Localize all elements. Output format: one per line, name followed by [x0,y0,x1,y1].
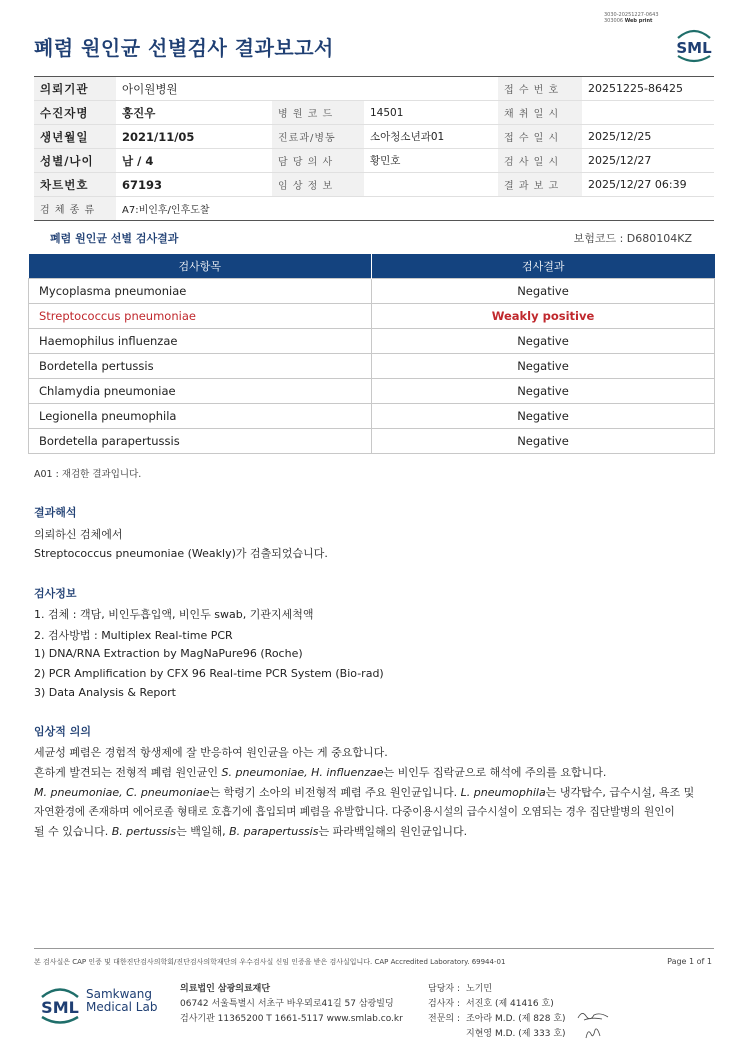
brand-line: Samkwang [86,987,152,1001]
test-result: Negative [372,378,715,403]
doctor-value: 황민호 [364,149,498,173]
dept-value: 소아청소년과01 [364,125,498,149]
dept-label: 진료과/병동 [272,125,364,149]
svg-text:SML: SML [41,998,79,1017]
sml-logo-icon [672,24,716,64]
test-info-line: 1) DNA/RNA Extraction by MagNaPure96 (Roche) [34,647,303,660]
clinical-text: 는 학령기 소아의 비전형적 폐렴 주요 원인균입니다. [209,786,461,799]
clinical-text: 는 냉각탑수, 급수시설, 욕조 및 [545,786,695,799]
clinical-line: 세균성 폐렴은 경험적 항생제에 잘 반응하여 원인균을 아는 게 중요합니다. [34,746,388,759]
organism-name: L. pneumophila [460,786,546,799]
clinical-info-value [364,173,498,197]
report-date-value: 2025/12/27 06:39 [582,173,714,197]
test-item: Haemophilus influenzae [29,328,372,353]
institution-label: 의뢰기관 [34,77,116,101]
test-result: Negative [372,278,715,303]
test-result: Negative [372,353,715,378]
organism-name: S. pneumoniae, H. influenzae [221,766,384,779]
specimen-value: A7:비인후/인후도찰 [116,197,714,221]
footer-divider [34,948,714,949]
clinical-text: 는 백일해, [176,825,230,838]
organism-name: B. parapertussis [229,825,319,838]
organization-info [180,982,403,1027]
svg-text:SML: SML [676,39,712,57]
collect-date-label: 채 취 일 시 [498,101,582,125]
test-item: Chlamydia pneumoniae [29,378,372,403]
hospital-code-value: 14501 [364,101,498,125]
staff-role: 전문의 : [428,1014,460,1024]
clinical-text: 흔하게 발견되는 전형적 폐렴 원인균인 [34,766,222,779]
staff-row [428,997,566,1012]
clinical-line [34,823,467,839]
clinical-significance-title: 임상적 의의 [34,725,91,738]
test-item: Streptococcus pneumoniae [29,303,372,328]
staff-list [428,982,566,1042]
clinical-info-label: 임 상 정 보 [272,173,364,197]
table-row [29,378,715,403]
table-row-positive [29,303,715,328]
clinical-text: 는 비인두 집락균으로 해석에 주의를 요합니다. [383,766,607,779]
sml-logo-icon [36,982,84,1026]
org-name: 의료법인 삼광의료재단 [180,984,271,994]
staff-name: 노기민 [466,984,493,994]
org-contact: 검사기관 11365200 T 1661-5117 www.smlab.co.kr [180,1014,403,1024]
page-title: 폐렴 원인균 선별검사 결과보고서 [34,36,334,60]
table-row [29,353,715,378]
test-result: Negative [372,428,715,453]
test-result: Weakly positive [372,303,715,328]
staff-name: 서진호 (제 41416 호) [466,999,554,1009]
insurance-code: 보험코드 : D680104KZ [573,232,692,245]
receipt-date-value: 2025/12/25 [582,125,714,149]
clinical-line [34,764,606,780]
doctor-label: 담 당 의 사 [272,149,364,173]
test-date-value: 2025/12/27 [582,149,714,173]
column-header-item: 검사항목 [29,254,372,278]
signature-icon [576,1008,610,1024]
chart-no-value: 67193 [116,173,272,197]
staff-row [428,1027,566,1042]
test-result: Negative [372,403,715,428]
interpretation-line: Streptococcus pneumoniae (Weakly)가 검출되었습니다. [34,547,328,560]
test-date-label: 검 사 일 시 [498,149,582,173]
interpretation-line: 의뢰하신 검체에서 [34,528,123,541]
organism-name: B. pertussis [111,825,177,838]
result-section-title: 폐렴 원인균 선별 검사결과 [50,232,179,245]
chart-no-label: 차트번호 [34,173,116,197]
test-info-line: 1. 검체 : 객담, 비인두흡입액, 비인두 swab, 기관지세척액 [34,608,314,621]
test-result: Negative [372,328,715,353]
results-table [28,254,715,454]
table-row [29,428,715,453]
retest-note: A01 : 재검한 결과입니다. [34,469,142,480]
receipt-date-label: 접 수 일 시 [498,125,582,149]
test-item: Legionella pneumophila [29,403,372,428]
staff-role: 검사자 : [428,999,460,1009]
test-info-line: 3) Data Analysis & Report [34,686,176,699]
interpretation-title: 결과해석 [34,506,77,519]
receipt-no-value: 20251225-86425 [582,77,714,101]
brand-line: Medical Lab [86,1000,158,1014]
test-item: Mycoplasma pneumoniae [29,278,372,303]
staff-name: 지현영 M.D. (제 333 호) [466,1029,566,1039]
table-row [29,403,715,428]
receipt-no-label: 접 수 번 호 [498,77,582,101]
organism-name: M. pneumoniae, C. pneumoniae [34,786,210,799]
test-info-line: 2) PCR Amplification by CFX 96 Real-time PCR System (Bio-rad) [34,667,384,680]
patient-name-label: 수진자명 [34,101,116,125]
patient-name-value: 홍진우 [116,101,272,125]
collect-date-value [582,101,714,125]
brand-name [86,988,157,1014]
accreditation-note: 본 검사실은 CAP 인증 및 대한진단검사의학회/진단검사의학재단의 우수검사실 신임 인증을 받은 검사실입니다. CAP Accredited Laboratory. 69944-01 [34,958,506,966]
doc-code-line1: 3030-20251227-0643 [604,12,659,18]
specimen-label: 검 체 종 류 [34,197,116,221]
dob-value: 2021/11/05 [116,125,272,149]
hospital-code-label: 병 원 코 드 [272,101,364,125]
web-print-label: Web print [624,18,653,24]
clinical-line [34,784,694,800]
patient-info-table [34,76,714,221]
signature-icon [582,1024,604,1042]
sex-age-label: 성별/나이 [34,149,116,173]
clinical-text: 될 수 있습니다. [34,825,112,838]
test-info-title: 검사정보 [34,587,77,600]
test-item: Bordetella parapertussis [29,428,372,453]
document-code [604,12,659,24]
sex-age-value: 남 / 4 [116,149,272,173]
test-item: Bordetella pertussis [29,353,372,378]
staff-row [428,1012,566,1027]
table-row [29,328,715,353]
clinical-text: 는 파라백일해의 원인균입니다. [318,825,468,838]
staff-name: 조아라 M.D. (제 828 호) [466,1014,566,1024]
staff-role [428,1027,466,1042]
column-header-result: 검사결과 [372,254,715,278]
staff-role: 담당자 : [428,984,460,994]
clinical-line: 자연환경에 존재하며 에어로졸 형태로 호흡기에 흡입되며 폐렴을 유발합니다. 다중이용시설의 급수시설이 오염되는 경우 집단발병의 원인이 [34,806,675,818]
page-number: Page 1 of 1 [667,957,712,966]
report-date-label: 결 과 보 고 [498,173,582,197]
staff-row [428,982,566,997]
institution-value: 아이원병원 [116,77,498,101]
org-address: 06742 서울특별시 서초구 바우뫼로41길 57 삼광빌딩 [180,999,394,1009]
table-row [29,278,715,303]
dob-label: 생년월일 [34,125,116,149]
test-info-line: 2. 검사방법 : Multiplex Real-time PCR [34,629,233,642]
doc-code-line2: 303006 [604,18,624,24]
